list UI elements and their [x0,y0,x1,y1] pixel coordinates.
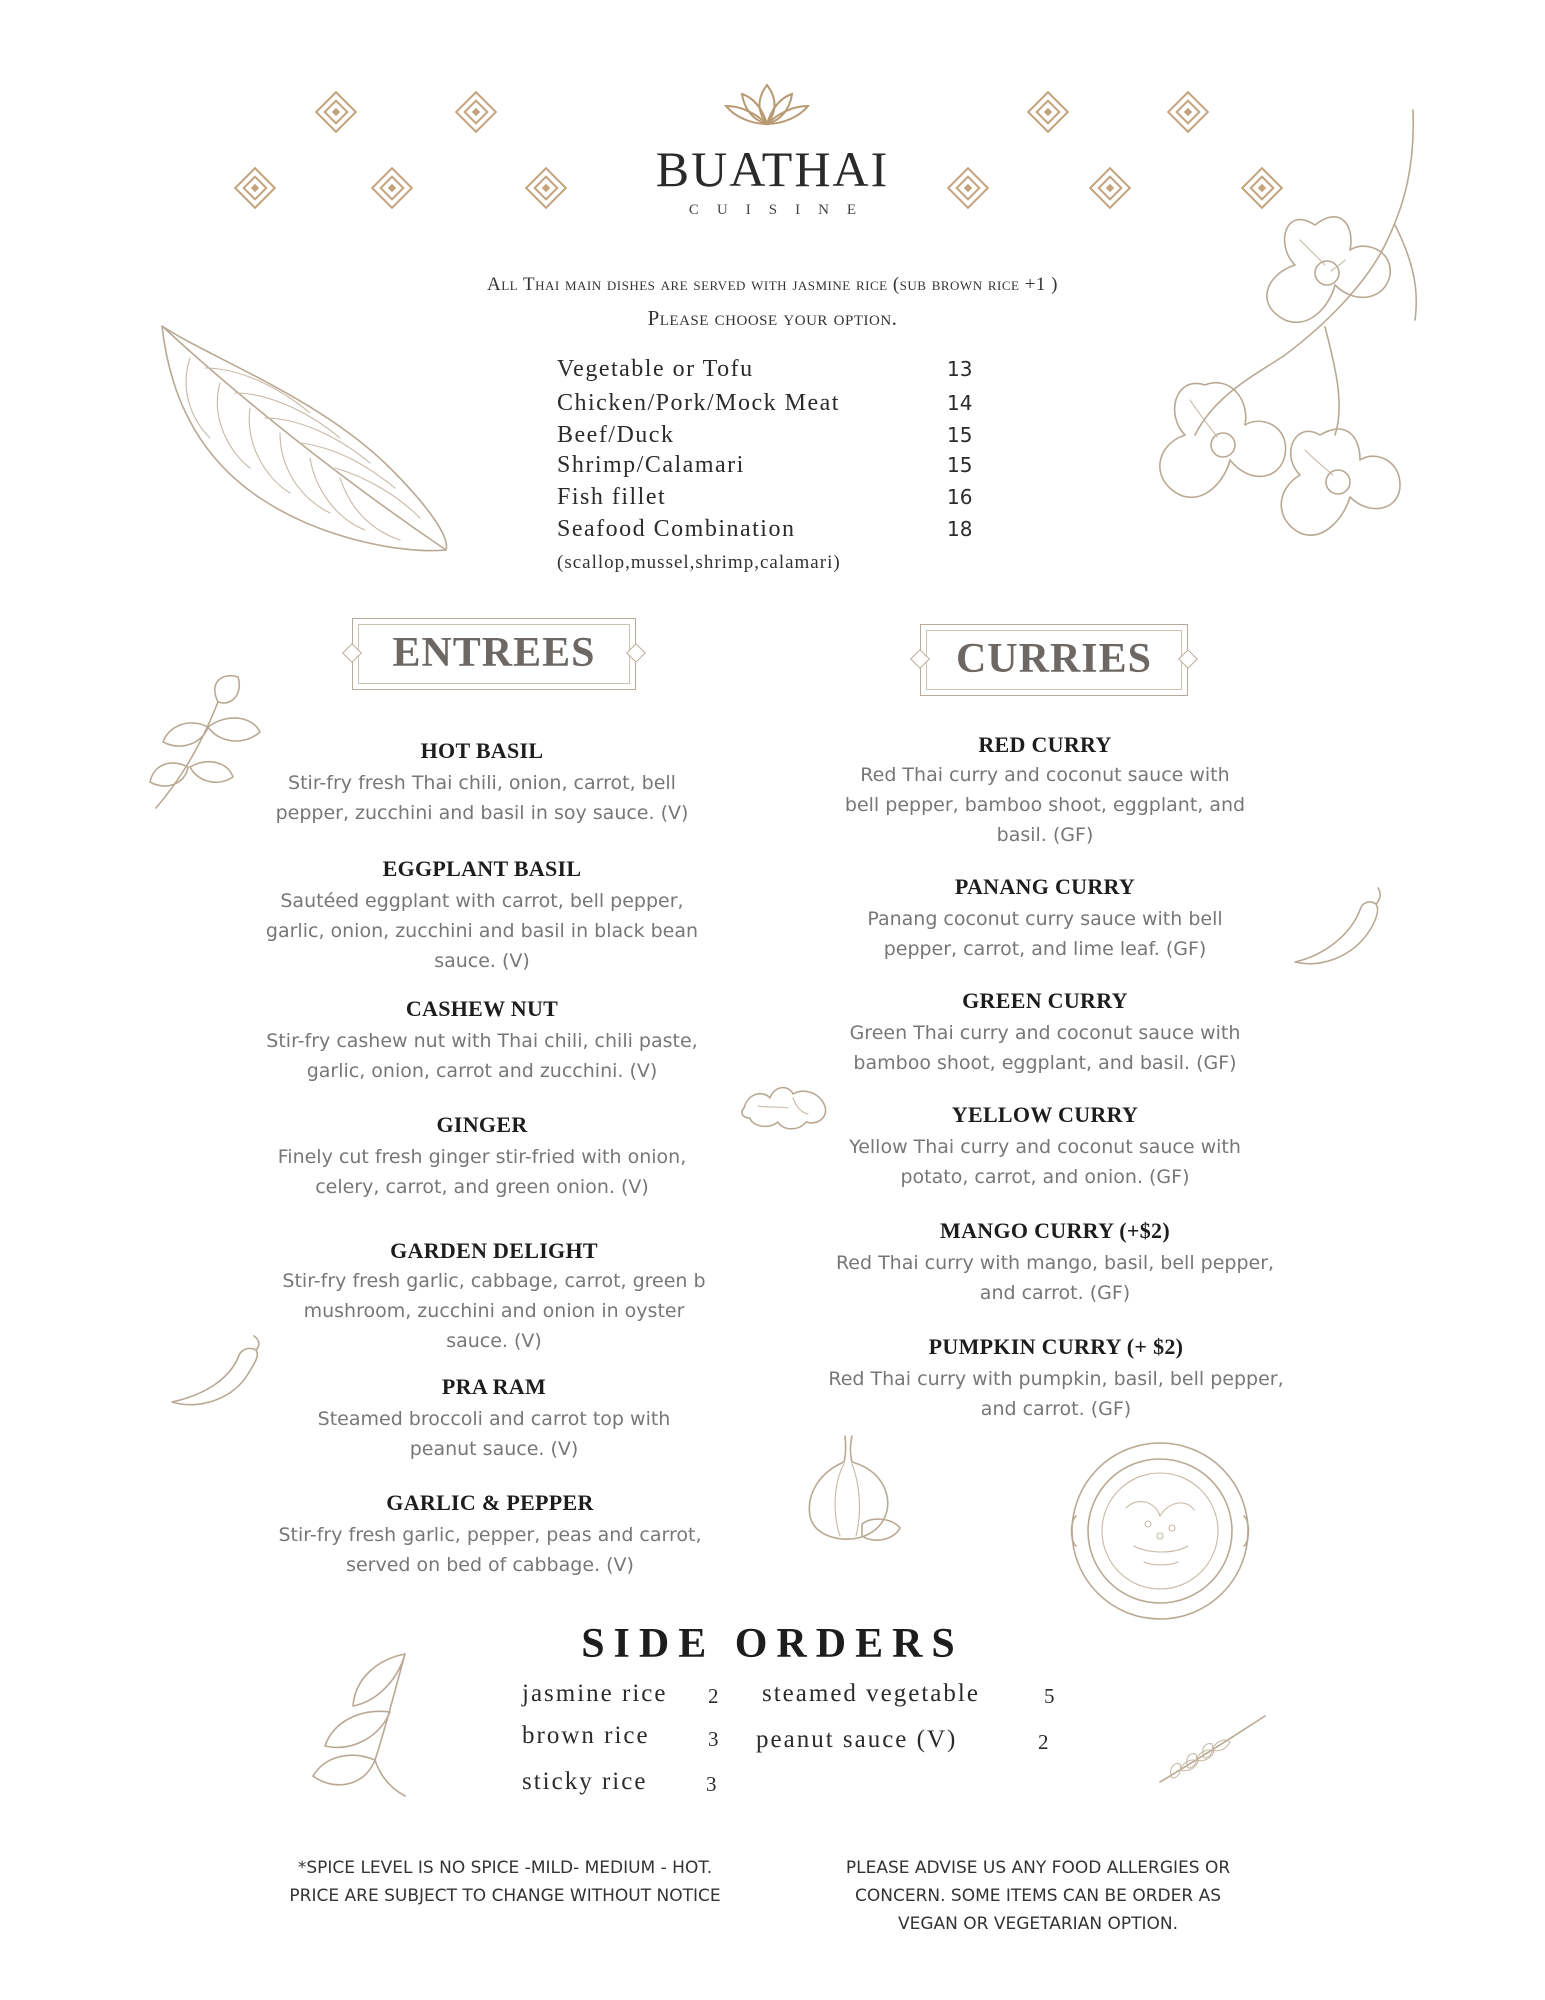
entree-description: Stir-fry fresh garlic, pepper, peas and carrot, served on bed of cabbage. (V) [278,1524,702,1576]
side-item-price: 3 [708,1727,719,1751]
curry-description: Red Thai curry with mango, basil, bell pepper, and carrot. (GF) [835,1252,1275,1304]
chili-pepper-icon [168,1330,268,1410]
ginger-root-icon [738,1078,830,1133]
entree-description: Stir-fry fresh Thai chili, onion, carrot, bell pepper, zucchini and basil in soy sauce. (V) [275,772,689,824]
entree-name: GARDEN DELIGHT [390,1238,598,1263]
side-item-price: 5 [1044,1684,1055,1708]
side-item-price: 2 [708,1684,719,1708]
entree-description: Sautéed eggplant with carrot, bell pepper, garlic, onion, zucchini and basil in black bean sauce. (V) [265,890,699,972]
spice-level-note: *SPICE LEVEL IS NO SPICE -MILD- MEDIUM - HOT. PRICE ARE SUBJECT TO CHANGE WITHOUT NOTICE [289,1858,721,1906]
curry-bowl-icon [1068,1436,1253,1626]
entree-name: GARLIC & PEPPER [386,1490,594,1515]
entree-description: Stir-fry cashew nut with Thai chili, chili paste, garlic, onion, carrot and zucchini. (V) [266,1030,698,1082]
choose-option-notice: Please choose your option. [647,306,898,330]
side-item-label: steamed vegetable [762,1680,980,1707]
option-row: Beef/Duck 15 [557,422,973,448]
entree-description: Finely cut fresh ginger stir-fried with onion, celery, carrot, and green onion. (V) [277,1146,687,1198]
side-item-label: sticky rice [522,1768,648,1795]
side-item-label: jasmine rice [522,1680,668,1707]
side-item-price: 3 [706,1772,717,1796]
curries-heading-frame [920,624,1188,696]
entree-name: GINGER [436,1112,528,1137]
entrees-heading-frame [352,618,636,690]
bay-leaf-icon [305,1650,425,1800]
curry-description: Red Thai curry and coconut sauce with bell pepper, bamboo shoot, eggplant, and basil. (GF) [844,764,1246,846]
curry-description: Yellow Thai curry and coconut sauce with potato, carrot, and onion. (GF) [849,1136,1241,1188]
curry-description: Red Thai curry with pumpkin, basil, bell pepper, and carrot. (GF) [828,1368,1284,1420]
entrees-heading: ENTREES [392,630,596,676]
curry-name: GREEN CURRY [962,988,1128,1013]
curry-name: PANANG CURRY [954,874,1136,899]
entree-name: HOT BASIL [420,738,544,763]
curry-description: Panang coconut curry sauce with bell pepper, carrot, and lime leaf. (GF) [867,908,1223,960]
entree-description: Stir-fry fresh garlic, cabbage, carrot, green b mushroom, zucchini and onion in oyster sauce. (V) [282,1270,706,1352]
side-orders-heading: SIDE ORDERS [581,1621,964,1667]
side-item-label: brown rice [522,1722,650,1749]
curry-description: Green Thai curry and coconut sauce with bamboo shoot, eggplant, and basil. (GF) [849,1022,1241,1074]
side-item-label: peanut sauce (V) [756,1726,958,1753]
curry-name: MANGO CURRY (+$2) [940,1218,1170,1243]
entree-name: PRA RAM [441,1374,547,1399]
curry-name: RED CURRY [978,732,1112,757]
lotus-logo-icon [722,80,812,130]
entree-description: Steamed broccoli and carrot top with peanut sauce. (V) [317,1408,671,1460]
brand-subtitle: CUISINE [688,202,875,218]
curries-heading: CURRIES [955,636,1153,682]
rice-notice: All Thai main dishes are served with jasmine rice (sub brown rice +1 ) [486,274,1058,295]
option-row: Shrimp/Calamari 15 [557,452,973,478]
entree-name: CASHEW NUT [405,996,559,1021]
garlic-icon [800,1432,905,1547]
banana-leaf-icon [150,318,460,558]
brand-title: BUATHAI [655,141,890,197]
option-row: Fish fillet 16 [557,484,973,510]
seafood-combo-note: (scallop,mussel,shrimp,calamari) [557,552,841,573]
option-row: Vegetable or Tofu 13 [557,356,973,382]
orchid-flower-icon [1095,105,1440,570]
wheat-stalk-icon [1150,1712,1270,1787]
chili-pepper-icon [1290,880,1390,970]
curry-name: PUMPKIN CURRY (+ $2) [928,1334,1184,1359]
option-row: Chicken/Pork/Mock Meat 14 [557,390,973,416]
side-item-price: 2 [1038,1730,1049,1754]
curry-name: YELLOW CURRY [951,1102,1139,1127]
entree-name: EGGPLANT BASIL [382,856,582,881]
option-row: Seafood Combination 18 [557,516,973,542]
allergy-note: PLEASE ADVISE US ANY FOOD ALLERGIES OR CONCERN. SOME ITEMS CAN BE ORDER AS VEGAN OR VEGETARIAN OPTION. [845,1858,1231,1934]
